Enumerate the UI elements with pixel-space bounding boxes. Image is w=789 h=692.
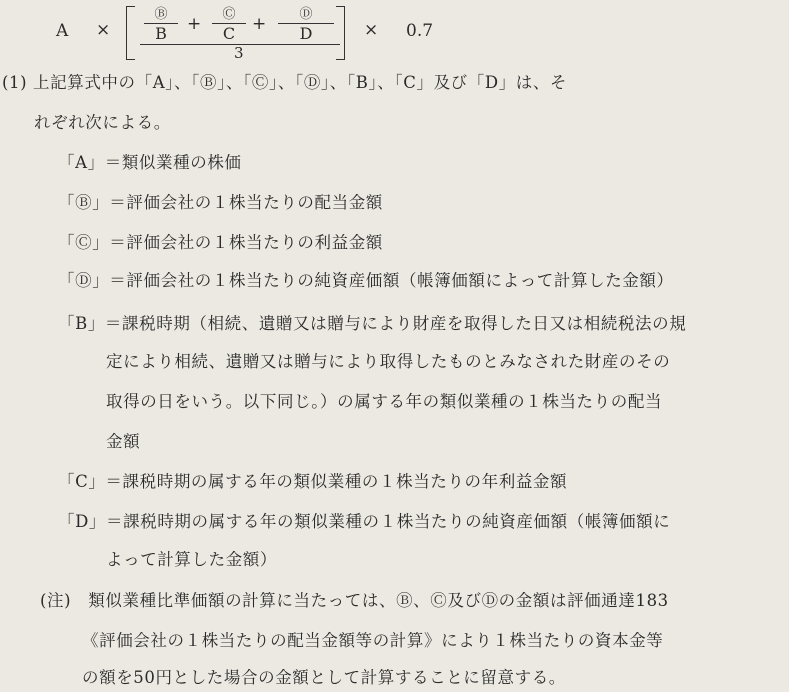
formula-left-bracket [126,6,135,60]
formula-fraction-c [212,8,246,42]
definition-circled-b: 「Ⓑ」＝評価会社の１株当たりの配当金額 [58,193,383,212]
definition-circled-c: 「Ⓒ」＝評価会社の１株当たりの利益金額 [58,233,383,252]
definition-a: 「A」＝類似業種の株価 [58,153,242,172]
formula-factor: 0.7 [406,21,434,41]
fraction-c-denominator: C [222,24,236,43]
formula-plus-sign: + [252,14,267,34]
definition-c: 「C」＝課税時期の属する年の類似業種の１株当たりの年利益金額 [58,472,568,491]
formula-fraction-d [278,8,334,42]
formula-multiply-sign: × [96,20,111,40]
definition-b-line-4: 金額 [106,432,141,451]
formula-plus-sign: + [187,14,202,34]
definition-b-line-2: 定により相続、遺贈又は贈与により取得したものとみなされた財産のその [106,352,671,371]
fraction-b-numerator: Ⓑ [154,7,168,22]
definition-b-line-1: 「B」＝課税時期（相続、遺贈又は贈与により財産を取得した日又は相続税法の規 [58,314,687,333]
fraction-c-numerator: Ⓒ [222,7,236,22]
definition-d-line-2: よって計算した金額） [106,550,277,569]
valuation-formula [44,4,644,62]
fraction-d-numerator: Ⓓ [299,7,313,22]
paragraph-1-line-1: (1) 上記算式中の「A」、「Ⓑ」、「Ⓒ」、「Ⓓ」、「B」、「C」及び「D」は、そ [2,73,568,92]
formula-multiply-sign: × [364,20,379,40]
definition-b-line-3: 取得の日をいう。以下同じ。）の属する年の類似業種の１株当たりの配当 [106,392,663,411]
formula-term-a: A [56,21,69,41]
definition-d-line-1: 「D」＝課税時期の属する年の類似業種の１株当たりの純資産価額（帳簿価額に [58,512,671,531]
formula-right-bracket [336,6,345,60]
formula-fraction-b [144,8,178,42]
formula-divisor: 3 [234,44,244,62]
note-line-1: (注) 類似業種比準価額の計算に当たっては、Ⓑ、Ⓒ及びⒹの金額は評価通達183 [40,591,669,610]
note-line-2: 《評価会社の１株当たりの配当金額等の計算》により１株当たりの資本金等 [82,631,664,650]
fraction-b-denominator: B [155,24,167,43]
fraction-d-denominator: D [299,24,313,43]
note-line-3: の額を50円とした場合の金額として計算することに留意する。 [82,668,566,687]
paragraph-1-line-2: れぞれ次による。 [34,113,171,132]
definition-circled-d: 「Ⓓ」＝評価会社の１株当たりの純資産価額（帳簿価額によって計算した金額） [58,271,674,290]
